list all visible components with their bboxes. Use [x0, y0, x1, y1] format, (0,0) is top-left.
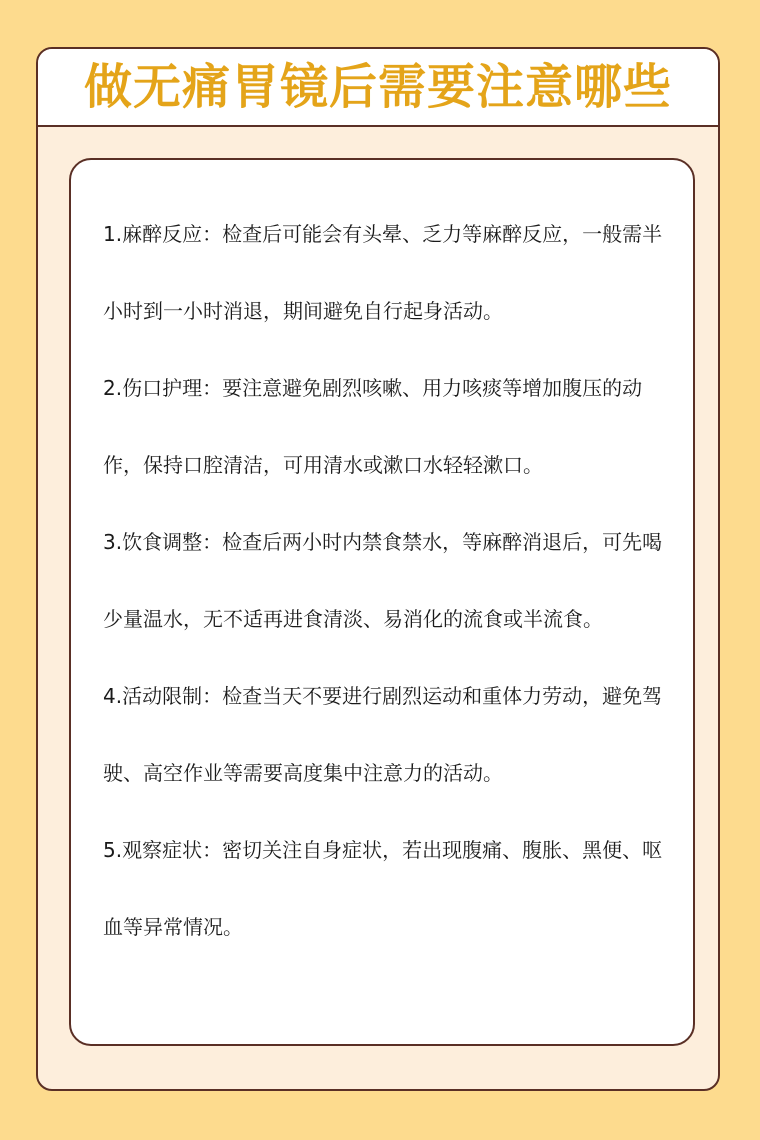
- list-item-anesthesia: 1.麻醉反应：检查后可能会有头晕、乏力等麻醉反应，一般需半小时到一小时消退，期间避免自行起身活动。: [103, 222, 663, 323]
- content-card: [69, 158, 695, 1046]
- title-bar: [38, 49, 718, 127]
- page-title: 做无痛胃镜后需要注意哪些: [83, 59, 672, 115]
- list-item-activity: 4.活动限制：检查当天不要进行剧烈运动和重体力劳动，避免驾驶、高空作业等需要高度集中注意力的活动。: [103, 684, 663, 785]
- outer-card: [36, 47, 720, 1091]
- content-list: [103, 196, 673, 966]
- list-item-wound-care: 2.伤口护理：要注意避免剧烈咳嗽、用力咳痰等增加腹压的动作，保持口腔清洁，可用清水或漱口水轻轻漱口。: [103, 376, 643, 477]
- list-item-symptoms: 5.观察症状：密切关注自身症状，若出现腹痛、腹胀、黑便、呕血等异常情况。: [103, 838, 663, 939]
- list-item-diet: 3.饮食调整：检查后两小时内禁食禁水，等麻醉消退后，可先喝少量温水，无不适再进食清淡、易消化的流食或半流食。: [103, 530, 663, 631]
